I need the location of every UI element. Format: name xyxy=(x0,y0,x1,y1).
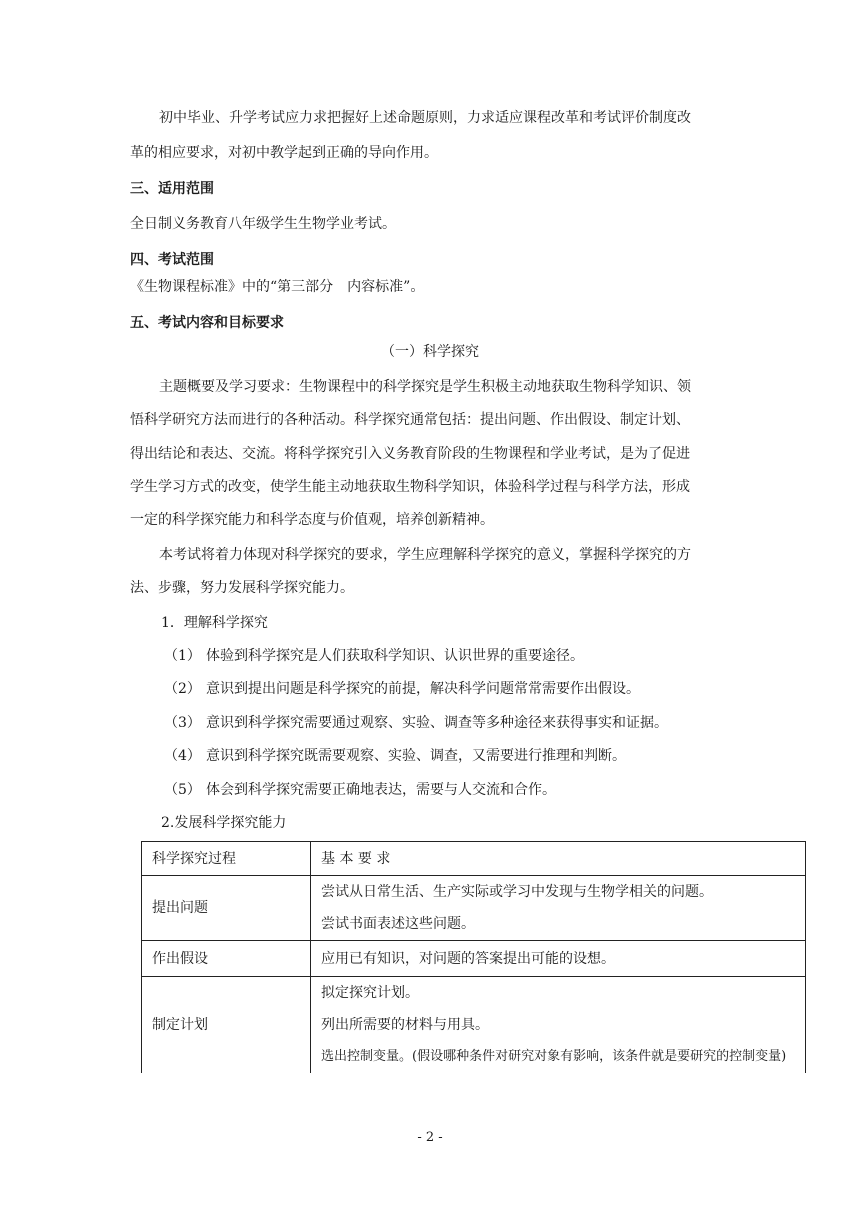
heading-scope: 三、适用范围 xyxy=(130,181,214,197)
inquiry-requirements-table xyxy=(141,841,806,1073)
para1-line-1: 主题概要及学习要求：生物课程中的科学探究是学生积极主动地获取生物科学知识、领 xyxy=(159,379,691,395)
para1-line-2: 悟科学研究方法而进行的各种活动。科学探究通常包括：提出问题、作出假设、制定计划、 xyxy=(130,412,690,428)
scope-text: 全日制义务教育八年级学生生物学业考试。 xyxy=(130,216,396,232)
page-number: - 2 - xyxy=(417,1130,443,1145)
list-item xyxy=(164,646,584,666)
table-header-requirements: 基 本 要 求 xyxy=(311,842,806,876)
para1-line-5: 一定的科学探究能力和科学态度与价值观，培养创新精神。 xyxy=(130,512,494,528)
requirement-text: 选出控制变量。(假设哪种条件对研究对象有影响，该条件就是要研究的控制变量) xyxy=(321,1049,787,1064)
table-row xyxy=(142,977,806,1074)
para1-line-4: 学生学习方式的改变，使学生能主动地获取生物科学知识，体验科学过程与科学方法，形成 xyxy=(130,479,690,495)
subheading-science-inquiry: （一）科学探究 xyxy=(381,344,479,360)
para2-line-1: 本考试将着力体现对科学探究的要求，学生应理解科学探究的意义，掌握科学探究的方 xyxy=(159,547,691,563)
list-item-text: 意识到科学探究需要通过观察、实验、调查等多种途径来获得事实和证据。 xyxy=(206,715,668,731)
list-item-number: （4） xyxy=(164,748,201,764)
table-cell-requirements xyxy=(311,876,806,941)
list-item-number: （3） xyxy=(164,715,201,731)
table-cell-process: 制定计划 xyxy=(142,977,311,1074)
requirement-text: 列出所需要的材料与用具。 xyxy=(321,1017,489,1033)
list-item-text: 体会到科学探究需要正确地表达，需要与人交流和合作。 xyxy=(206,782,556,798)
list-item xyxy=(164,746,626,766)
list-item-text: 体验到科学探究是人们获取科学知识、认识世界的重要途径。 xyxy=(206,648,584,664)
list-item xyxy=(164,679,640,699)
section-develop-inquiry: 2.发展科学探究能力 xyxy=(161,815,287,831)
intro-line-1: 初中毕业、升学考试应力求把握好上述命题原则，力求适应课程改革和考试评价制度改 xyxy=(159,110,691,126)
requirement-text: 应用已有知识，对问题的答案提出可能的设想。 xyxy=(321,950,615,967)
requirement-text: 尝试从日常生活、生产实际或学习中发现与生物学相关的问题。 xyxy=(321,884,713,900)
table-header-row xyxy=(142,842,806,876)
table-cell-requirements xyxy=(311,977,806,1074)
table-row xyxy=(142,941,806,977)
list-item-number: （1） xyxy=(164,648,201,664)
table-row xyxy=(142,876,806,941)
list-item xyxy=(164,780,556,800)
list-item-number: （5） xyxy=(164,782,201,798)
table-header-process: 科学探究过程 xyxy=(142,842,311,876)
list-item-text: 意识到科学探究既需要观察、实验、调查，又需要进行推理和判断。 xyxy=(206,748,626,764)
intro-line-2: 革的相应要求，对初中教学起到正确的导向作用。 xyxy=(130,145,438,161)
para1-line-3: 得出结论和表达、交流。将科学探究引入义务教育阶段的生物课程和学业考试，是为了促进 xyxy=(130,446,690,462)
para2-line-2: 法、步骤，努力发展科学探究能力。 xyxy=(130,580,354,596)
table-cell-requirements xyxy=(311,941,806,977)
table-cell-process: 提出问题 xyxy=(142,876,311,941)
table-cell-process: 作出假设 xyxy=(142,941,311,977)
range-text: 《生物课程标准》中的“第三部分 内容标准”。 xyxy=(130,279,425,295)
heading-content: 五、考试内容和目标要求 xyxy=(130,315,284,331)
requirement-text: 拟定探究计划。 xyxy=(321,985,419,1001)
list-item-number: （2） xyxy=(164,681,201,697)
heading-range: 四、考试范围 xyxy=(130,252,214,268)
list-item xyxy=(164,713,668,733)
list-item-text: 意识到提出问题是科学探究的前提，解决科学问题常常需要作出假设。 xyxy=(206,681,640,697)
requirement-text: 尝试书面表述这些问题。 xyxy=(321,916,475,932)
section-understand-inquiry: 1．理解科学探究 xyxy=(161,615,268,631)
